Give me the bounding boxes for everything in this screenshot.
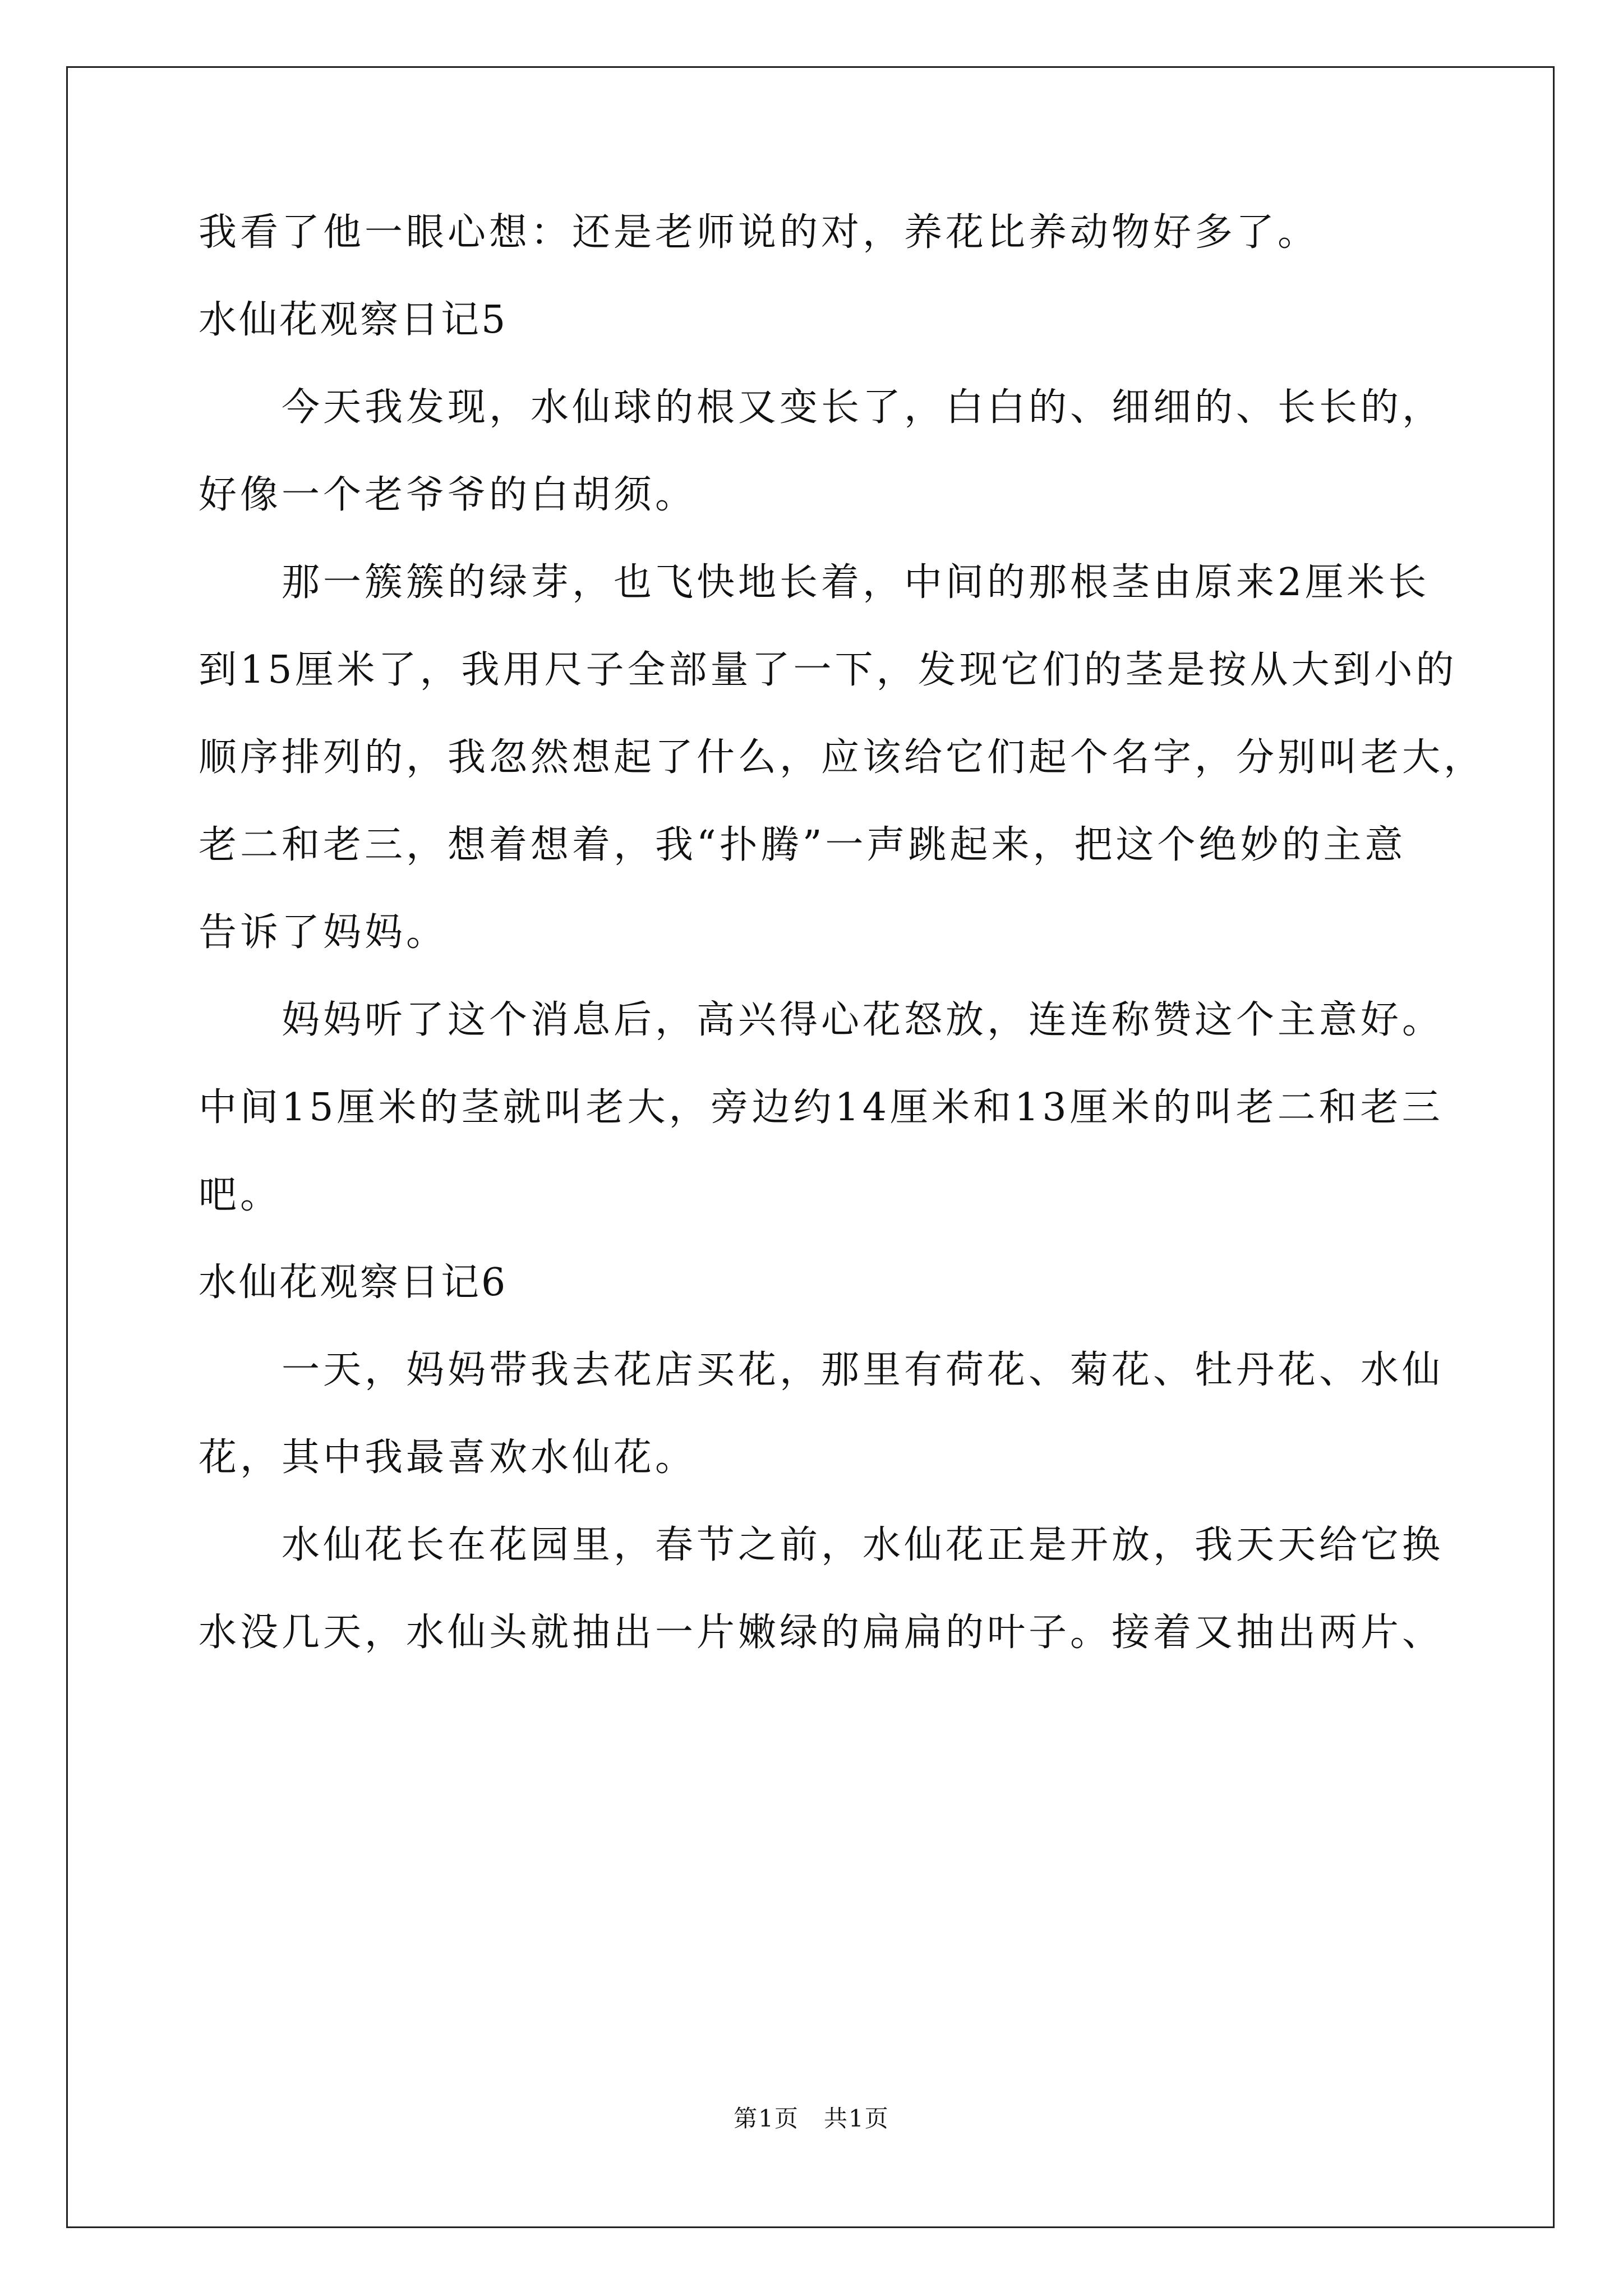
text-line: 妈妈听了这个消息后，高兴得心花怒放，连连称赞这个主意好。 — [282, 998, 1444, 1042]
text-line: 花，其中我最喜欢水仙花。 — [199, 1435, 697, 1480]
text-line: 一天，妈妈带我去花店买花，那里有荷花、菊花、牡丹花、水仙 — [282, 1348, 1444, 1392]
text-line: 我看了他一眼心想：还是老师说的对，养花比养动物好多了。 — [199, 210, 1320, 255]
text-line: 今天我发现，水仙球的根又变长了，白白的、细细的、长长的， — [282, 385, 1444, 430]
text-line: 水仙花长在花园里，春节之前，水仙花正是开放，我天天给它换 — [282, 1523, 1444, 1567]
text-line: 老二和老三，想着想着，我“扑腾”一声跳起来，把这个绝妙的主意 — [199, 823, 1407, 867]
text-line: 吧。 — [199, 1173, 282, 1217]
section-heading: 水仙花观察日记5 — [199, 298, 508, 342]
text-line: 那一簇簇的绿芽，也飞快地长着，中间的那根茎由原来2厘米长 — [282, 560, 1430, 605]
text-line: 到15厘米了，我用尺子全部量了一下，发现它们的茎是按从大到小的 — [199, 648, 1458, 692]
text-line: 顺序排列的，我忽然想起了什么，应该给它们起个名字，分别叫老大， — [199, 735, 1486, 780]
page-number-footer: 第1页 共1页 — [734, 2105, 889, 2132]
text-line: 中间15厘米的茎就叫老大，旁边约14厘米和13厘米的叫老二和老三 — [199, 1085, 1444, 1130]
text-line: 好像一个老爷爷的白胡须。 — [199, 473, 697, 517]
text-line: 告诉了妈妈。 — [199, 910, 448, 955]
text-line: 水没几天，水仙头就抽出一片嫩绿的扁扁的叶子。接着又抽出两片、 — [199, 1611, 1444, 1655]
section-heading: 水仙花观察日记6 — [199, 1260, 508, 1305]
